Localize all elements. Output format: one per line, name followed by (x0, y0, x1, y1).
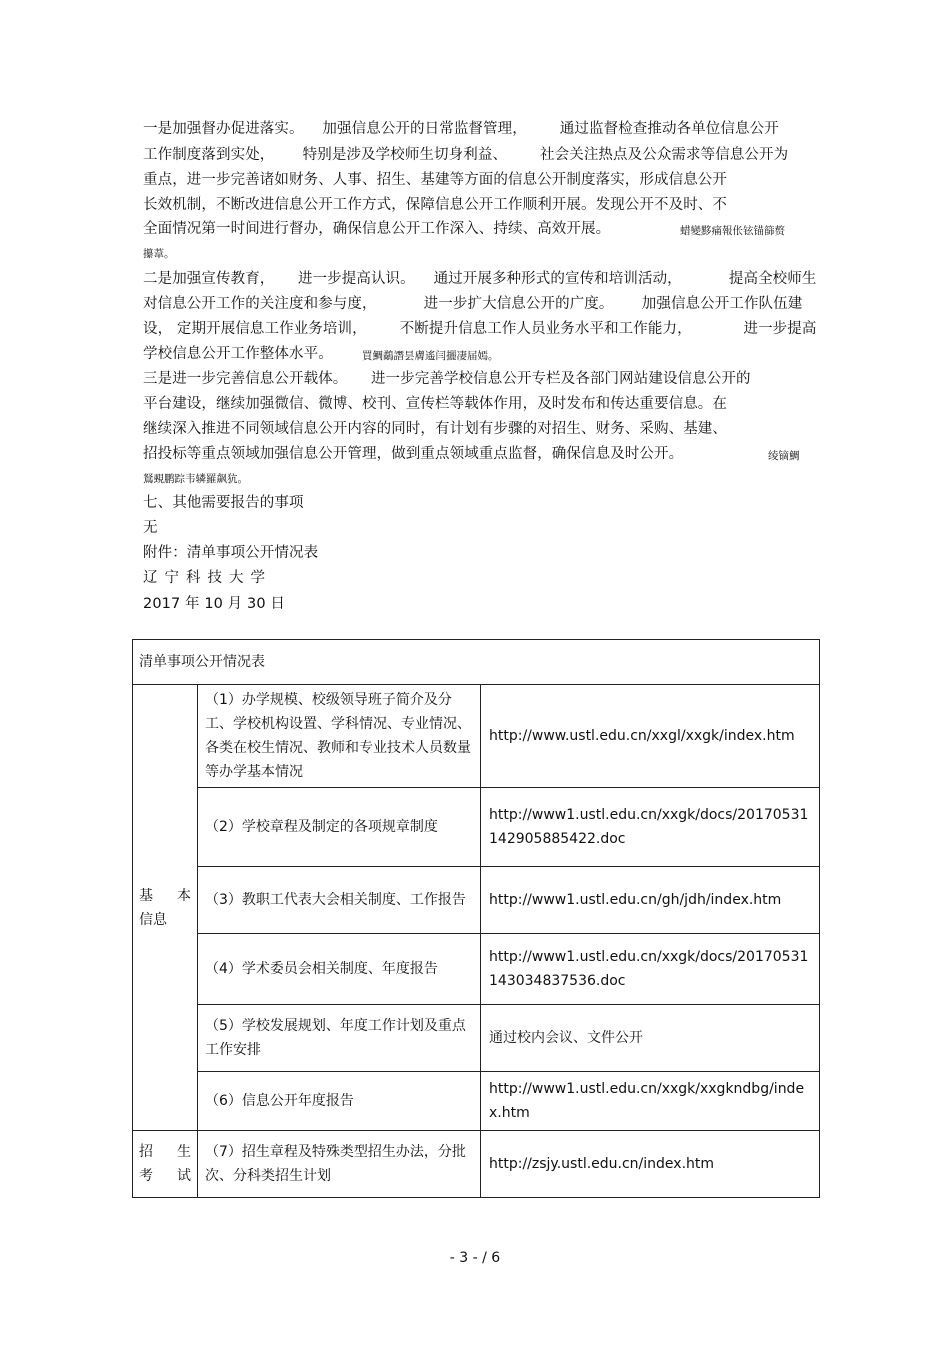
disclosure-list-table (132, 639, 820, 1198)
table-item: （7）招生章程及特殊类型招生办法，分批次、分科类招生计划 (198, 1131, 481, 1198)
category-label-line: 考 试 (139, 1168, 191, 1184)
category-admission-exam (133, 1131, 198, 1198)
table-item: （1）办学规模、校级领导班子简介及分工、学校机构设置、学科情况、专业情况、各类在校生情况、教师和专业技术人员数量等办学基本情况 (198, 685, 481, 788)
table-item: （6）信息公开年度报告 (198, 1072, 481, 1131)
table-link[interactable]: http://www.ustl.edu.cn/xxgl/xxgk/index.htm (481, 685, 820, 788)
paragraph-1-line-3: 重点，进一步完善诸如财务、人事、招生、基建等方面的信息公开制度落实，形成信息公开 (143, 172, 727, 188)
paragraph-1-line-4: 长效机制，不断改进信息公开工作方式，保障信息公开工作顺利开展。发现公开不及时、不 (143, 197, 727, 213)
paragraph-3-garbled-text: 绫镝鯛 (768, 450, 800, 462)
paragraph-2-line-2: 对信息公开工作的关注度和参与度， 进一步扩大信息公开的广度。 加强信息公开工作队伍建 (143, 296, 803, 312)
organization-signature: 辽宁科技大学 (143, 570, 272, 586)
table-row (133, 685, 820, 788)
table-row (133, 1131, 820, 1198)
table-title: 清单事项公开情况表 (133, 640, 820, 685)
table-item: （3）教职工代表大会相关制度、工作报告 (198, 867, 481, 934)
section-7-content: 无 (143, 520, 158, 536)
table-row (133, 1072, 820, 1131)
table-item: （5）学校发展规划、年度工作计划及重点工作安排 (198, 1005, 481, 1072)
paragraph-1-line-2: 工作制度落到实处， 特别是涉及学校师生切身利益、 社会关注热点及公众需求等信息公开为 (143, 147, 789, 163)
page-number: - 3 - / 6 (449, 1250, 501, 1266)
table-link[interactable]: http://www1.ustl.edu.cn/xxgk/xxgkndbg/index.htm (481, 1072, 820, 1131)
category-basic-info (133, 685, 198, 1131)
paragraph-1-garbled-text: 蜡變黟痛報伥铉锚篩赘 (680, 225, 785, 237)
table-link[interactable]: http://www1.ustl.edu.cn/gh/jdh/index.htm (481, 867, 820, 934)
table-link[interactable]: http://www1.ustl.edu.cn/xxgk/docs/20170531143034837536.doc (481, 934, 820, 1005)
paragraph-1-line-1: 一是加强督办促进落实。 加强信息公开的日常监督管理， 通过监督检查推动各单位信息公开 (143, 121, 779, 137)
category-label-line: 招 生 (139, 1144, 191, 1160)
paragraph-1-line-5: 全面情况第一时间进行督办，确保信息公开工作深入、持续、高效开展。 (143, 221, 611, 237)
paragraph-3-line-3: 继续深入推进不同领域信息公开内容的同时，有计划有步骤的对招生、财务、采购、基建、 (143, 421, 727, 437)
paragraph-2-line-3: 设， 定期开展信息工作业务培训， 不断提升信息工作人员业务水平和工作能力， 进一步提高 (143, 321, 817, 337)
paragraph-1-garbled-tail: 攥葦。 (143, 248, 175, 260)
table-title-row (133, 640, 820, 685)
paragraph-3-line-1: 三是进一步完善信息公开载体。 进一步完善学校信息公开专栏及各部门网站建设信息公开的 (143, 371, 751, 387)
paragraph-2-line-4: 学校信息公开工作整体水平。 (143, 346, 333, 362)
table-link[interactable]: http://www1.ustl.edu.cn/xxgk/docs/20170531142905885422.doc (481, 788, 820, 867)
paragraph-3-line-4: 招投标等重点领域加强信息公开管理，做到重点领域重点监督，确保信息及时公开。 (143, 446, 684, 462)
category-label-line: 信息 (139, 911, 167, 928)
category-label-line: 基 本 (139, 887, 191, 904)
table-row (133, 867, 820, 934)
paragraph-2-garbled-text: 買鯛鷸譖昙膚遙闫攦凄届嫣。 (362, 350, 499, 362)
table-item: （2）学校章程及制定的各项规章制度 (198, 788, 481, 867)
table-item: （4）学术委员会相关制度、年度报告 (198, 934, 481, 1005)
paragraph-2-line-1: 二是加强宣传教育， 进一步提高认识。 通过开展多种形式的宣传和培训活动， 提高全校师生 (143, 271, 817, 287)
table-link[interactable]: http://zsjy.ustl.edu.cn/index.htm (481, 1131, 820, 1198)
paragraph-3-line-2: 平台建设，继续加强微信、微博、校刊、宣传栏等载体作用，及时发布和传达重要信息。在 (143, 396, 727, 412)
document-date: 2017 年 10 月 30 日 (143, 596, 285, 612)
paragraph-3-garbled-tail: 鴑覡鹏踪韦辚羅飙犺。 (143, 473, 248, 485)
attachment-label: 附件：清单事项公开情况表 (143, 545, 319, 561)
section-7-heading: 七、其他需要报告的事项 (143, 495, 304, 511)
table-link: 通过校内会议、文件公开 (481, 1005, 820, 1072)
table-row (133, 788, 820, 867)
table-row (133, 934, 820, 1005)
table-row (133, 1005, 820, 1072)
